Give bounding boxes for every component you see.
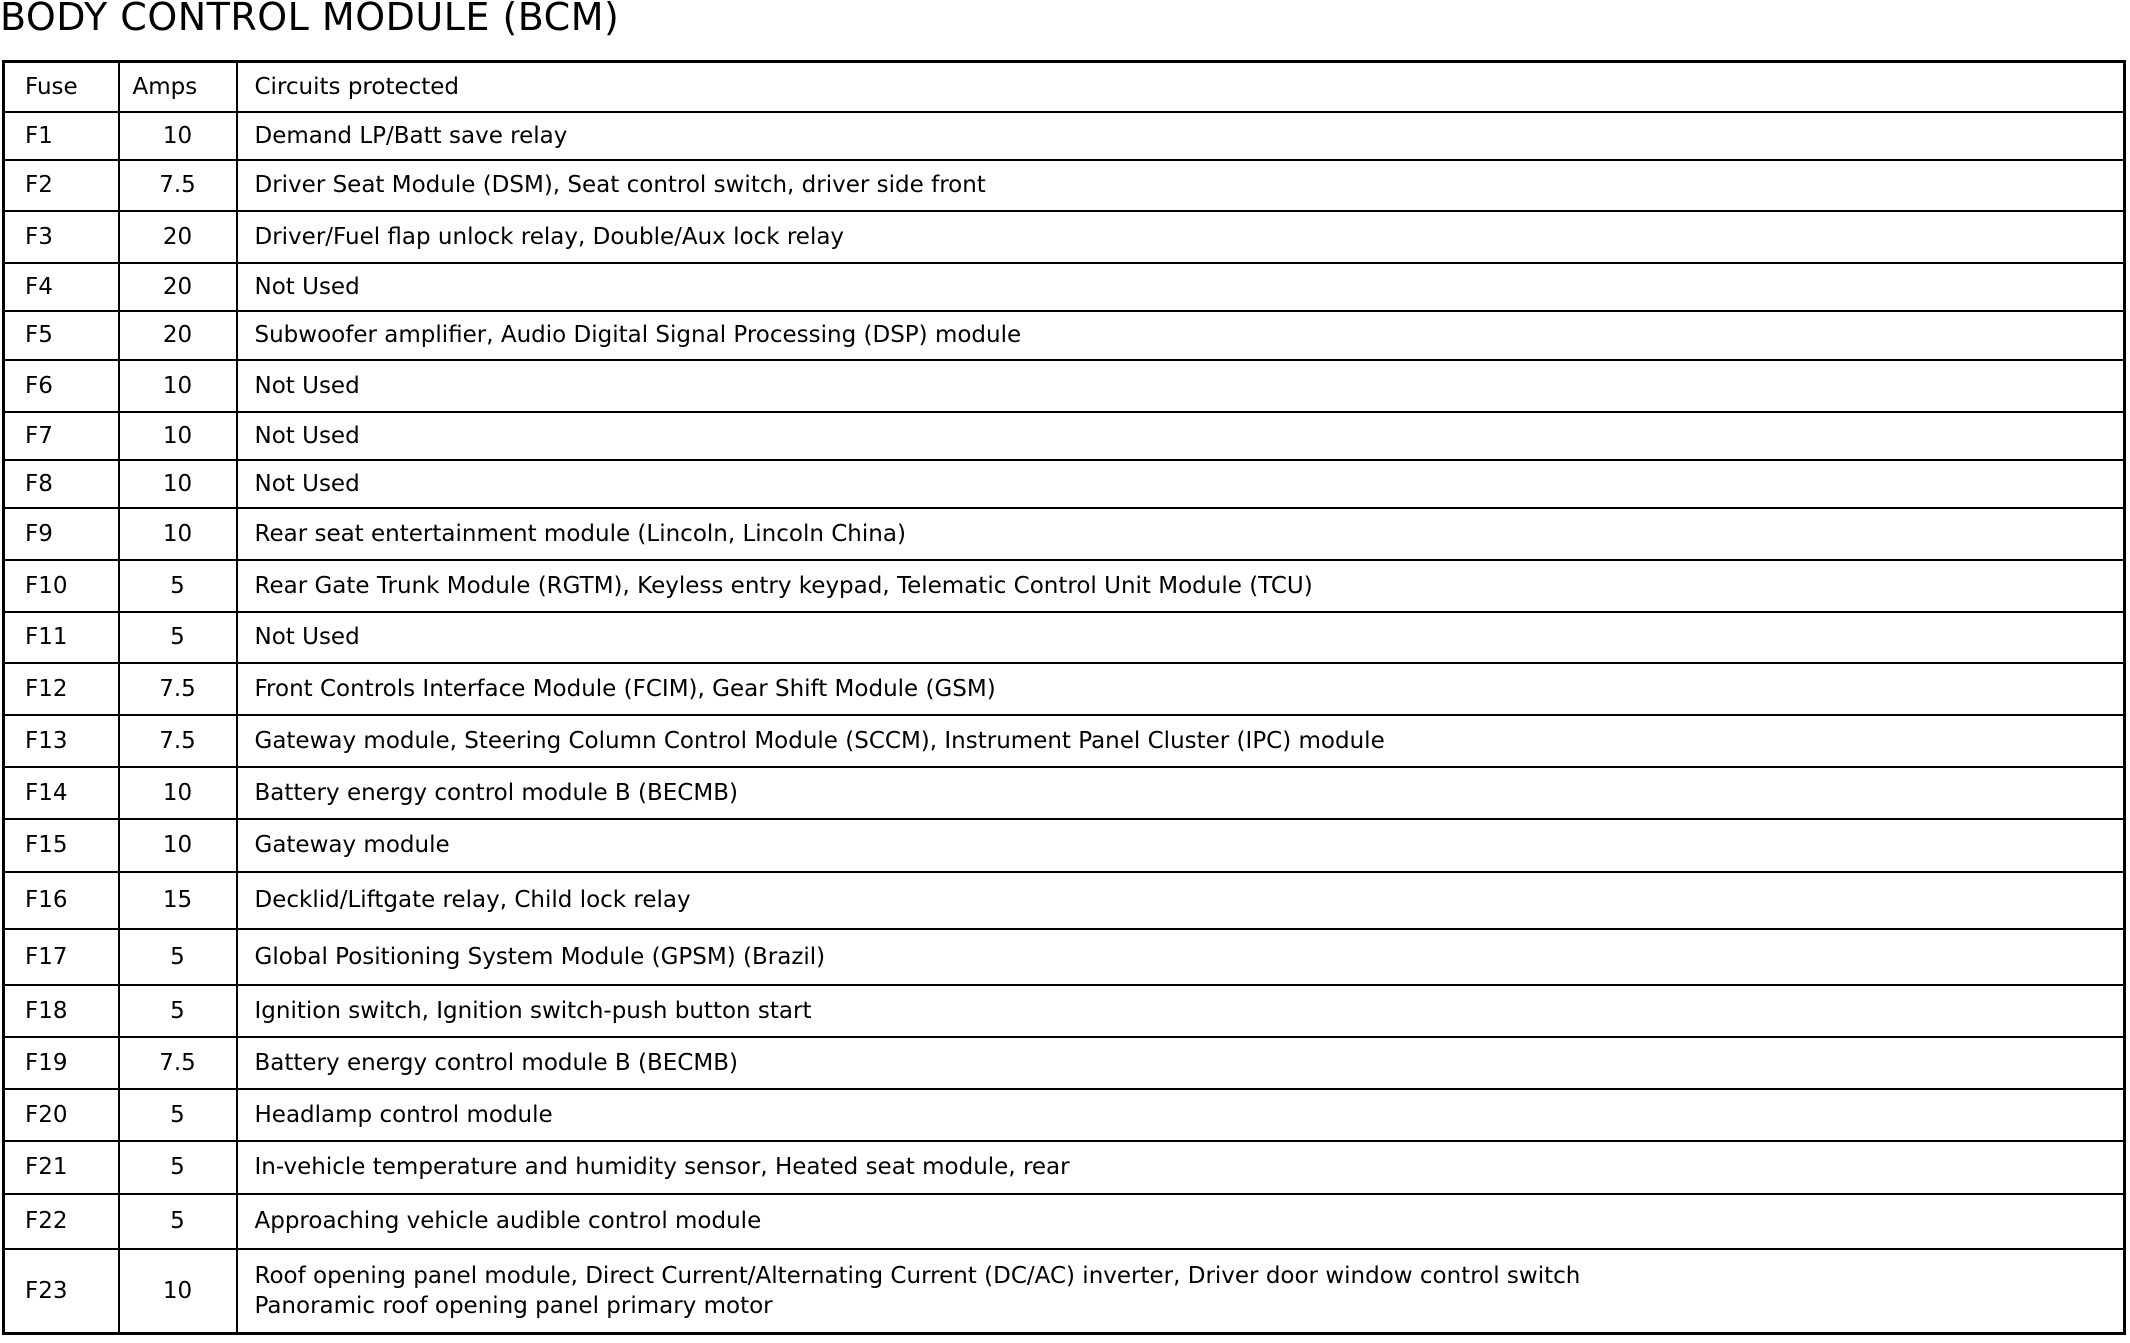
amps-cell: 5: [119, 985, 237, 1037]
fuse-number-cell: F6: [4, 360, 119, 412]
circuits-cell: Not Used: [237, 412, 2125, 460]
amps-cell: 5: [119, 560, 237, 612]
circuits-cell: Demand LP/Batt save relay: [237, 112, 2125, 160]
amps-cell: 5: [119, 929, 237, 985]
fuse-number-cell: F8: [4, 460, 119, 508]
circuits-cell: Battery energy control module B (BECMB): [237, 767, 2125, 819]
fuse-number-cell: F14: [4, 767, 119, 819]
table-row: [4, 160, 2125, 211]
fuse-number-cell: F22: [4, 1194, 119, 1249]
circuits-cell: Driver/Fuel flap unlock relay, Double/Aux lock relay: [237, 211, 2125, 263]
amps-cell: 7.5: [119, 160, 237, 211]
circuits-cell: Battery energy control module B (BECMB): [237, 1037, 2125, 1089]
circuits-cell: Not Used: [237, 460, 2125, 508]
fuse-number-cell: F16: [4, 872, 119, 929]
table-row: [4, 1249, 2125, 1334]
table-row: [4, 211, 2125, 263]
fuse-number-cell: F20: [4, 1089, 119, 1141]
table-row: [4, 112, 2125, 160]
amps-cell: 20: [119, 311, 237, 360]
table-row: [4, 663, 2125, 715]
circuits-cell: Rear Gate Trunk Module (RGTM), Keyless entry keypad, Telematic Control Unit Module (TCU): [237, 560, 2125, 612]
fuse-number-cell: F17: [4, 929, 119, 985]
fuse-number-cell: F7: [4, 412, 119, 460]
fuse-number-cell: F5: [4, 311, 119, 360]
circuits-cell: Front Controls Interface Module (FCIM), Gear Shift Module (GSM): [237, 663, 2125, 715]
fuse-number-cell: F23: [4, 1249, 119, 1334]
amps-cell: 7.5: [119, 715, 237, 767]
table-row: [4, 360, 2125, 412]
page-title: BODY CONTROL MODULE (BCM): [0, 0, 620, 39]
table-row: [4, 929, 2125, 985]
circuits-cell: In-vehicle temperature and humidity sensor, Heated seat module, rear: [237, 1141, 2125, 1194]
header-amps: Amps: [119, 62, 237, 112]
table-row: [4, 872, 2125, 929]
table-row: [4, 560, 2125, 612]
circuits-cell: Global Positioning System Module (GPSM) (Brazil): [237, 929, 2125, 985]
fuse-table: [2, 60, 2126, 1335]
table-row: [4, 1089, 2125, 1141]
fuse-number-cell: F4: [4, 263, 119, 311]
amps-cell: 10: [119, 508, 237, 560]
table-row: [4, 1141, 2125, 1194]
circuits-cell: Headlamp control module: [237, 1089, 2125, 1141]
header-fuse: Fuse: [4, 62, 119, 112]
fuse-number-cell: F12: [4, 663, 119, 715]
fuse-number-cell: F2: [4, 160, 119, 211]
fuse-number-cell: F11: [4, 612, 119, 663]
fuse-number-cell: F10: [4, 560, 119, 612]
fuse-number-cell: F9: [4, 508, 119, 560]
circuits-cell: Rear seat entertainment module (Lincoln, Lincoln China): [237, 508, 2125, 560]
table-row: [4, 985, 2125, 1037]
circuits-cell: Gateway module: [237, 819, 2125, 872]
circuits-cell: Subwoofer amplifier, Audio Digital Signal Processing (DSP) module: [237, 311, 2125, 360]
fuse-number-cell: F21: [4, 1141, 119, 1194]
circuits-cell: Not Used: [237, 612, 2125, 663]
fuse-number-cell: F19: [4, 1037, 119, 1089]
table-row: [4, 767, 2125, 819]
amps-cell: 7.5: [119, 1037, 237, 1089]
fuse-number-cell: F3: [4, 211, 119, 263]
amps-cell: 10: [119, 1249, 237, 1334]
table-row: [4, 612, 2125, 663]
circuits-cell: Gateway module, Steering Column Control Module (SCCM), Instrument Panel Cluster (IPC) module: [237, 715, 2125, 767]
amps-cell: 5: [119, 1194, 237, 1249]
amps-cell: 10: [119, 360, 237, 412]
amps-cell: 20: [119, 211, 237, 263]
amps-cell: 5: [119, 1089, 237, 1141]
table-row: [4, 460, 2125, 508]
circuits-cell: Not Used: [237, 360, 2125, 412]
circuits-cell: Driver Seat Module (DSM), Seat control switch, driver side front: [237, 160, 2125, 211]
fuse-number-cell: F15: [4, 819, 119, 872]
fuse-number-cell: F18: [4, 985, 119, 1037]
table-row: [4, 1194, 2125, 1249]
table-header-row: [4, 62, 2125, 112]
circuits-cell: Not Used: [237, 263, 2125, 311]
fuse-table-body: [4, 62, 2125, 1334]
amps-cell: 10: [119, 112, 237, 160]
table-row: [4, 819, 2125, 872]
amps-cell: 10: [119, 460, 237, 508]
amps-cell: 5: [119, 1141, 237, 1194]
amps-cell: 10: [119, 767, 237, 819]
fuse-number-cell: F13: [4, 715, 119, 767]
table-row: [4, 1037, 2125, 1089]
table-row: [4, 508, 2125, 560]
amps-cell: 10: [119, 412, 237, 460]
circuits-cell: Decklid/Liftgate relay, Child lock relay: [237, 872, 2125, 929]
circuits-cell: Approaching vehicle audible control module: [237, 1194, 2125, 1249]
amps-cell: 5: [119, 612, 237, 663]
table-row: [4, 715, 2125, 767]
amps-cell: 7.5: [119, 663, 237, 715]
header-circuits: Circuits protected: [237, 62, 2125, 112]
amps-cell: 15: [119, 872, 237, 929]
circuits-cell: Ignition switch, Ignition switch-push button start: [237, 985, 2125, 1037]
amps-cell: 20: [119, 263, 237, 311]
table-row: [4, 263, 2125, 311]
table-row: [4, 412, 2125, 460]
amps-cell: 10: [119, 819, 237, 872]
circuits-cell: Roof opening panel module, Direct Current/Alternating Current (DC/AC) inverter, Driver door window control switch Panoramic roof opening panel primary motor: [237, 1249, 2125, 1334]
table-row: [4, 311, 2125, 360]
fuse-number-cell: F1: [4, 112, 119, 160]
